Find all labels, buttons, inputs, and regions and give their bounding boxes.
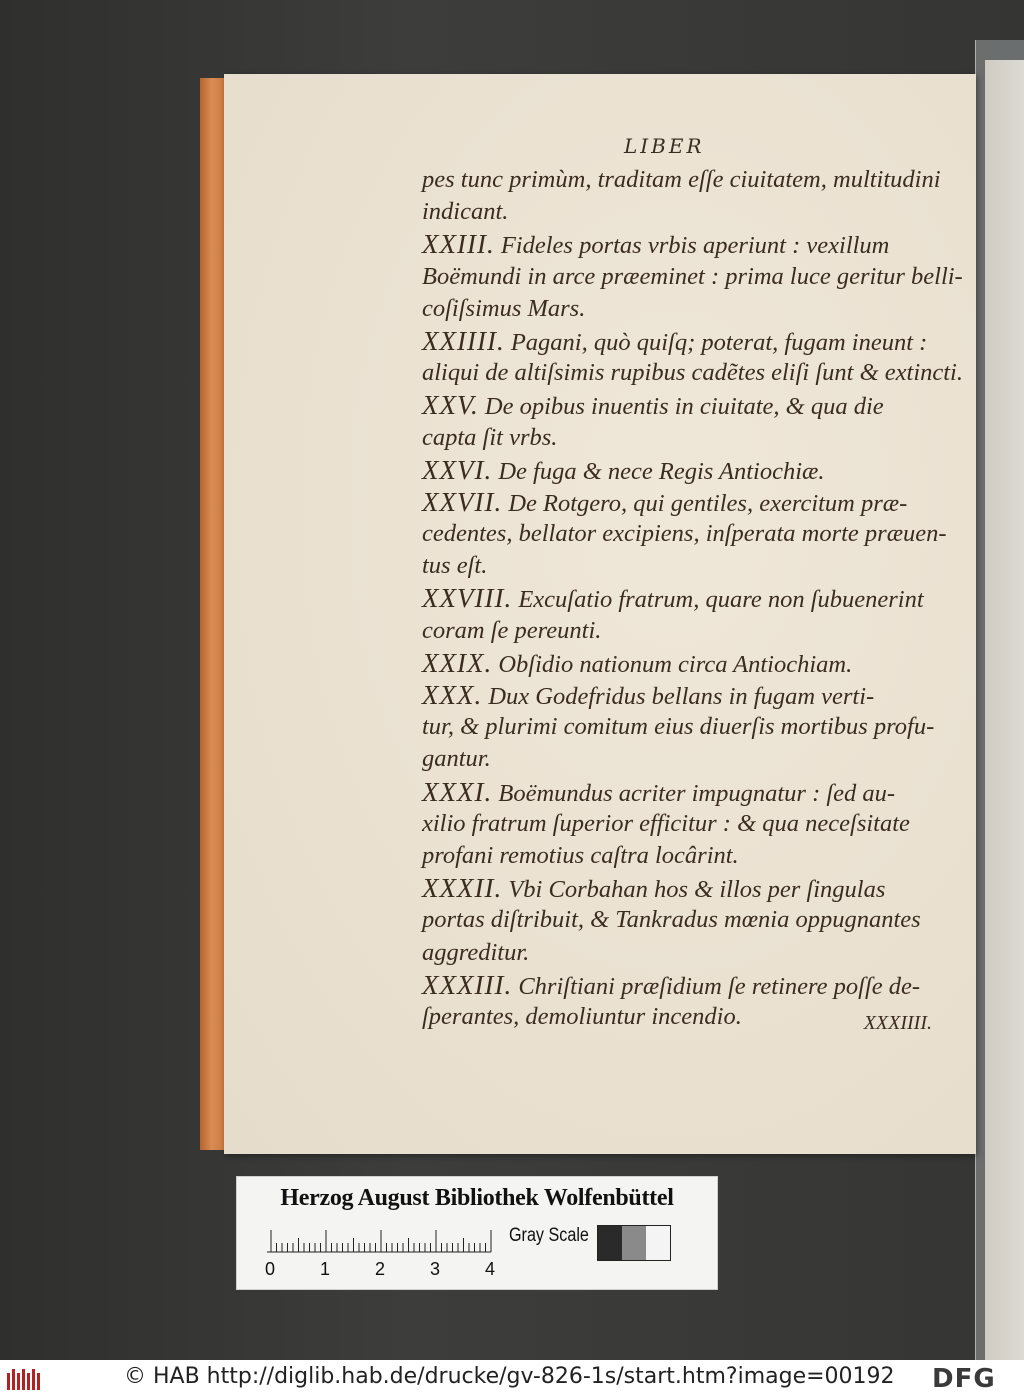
line-text: tus eſt. <box>422 552 488 580</box>
ruler-label: 4 <box>485 1259 496 1279</box>
line-text: portas diſtribuit, & Tankradus mœnia oppugnantes <box>422 906 921 934</box>
line-text: coram ſe pereunti. <box>422 616 602 644</box>
running-head: LIBER <box>624 134 705 158</box>
text-line <box>422 615 962 647</box>
line-text: De opibus inuentis in ciuitate, & qua die <box>484 393 884 421</box>
book-page <box>224 74 976 1154</box>
color-target-card <box>236 1176 718 1290</box>
ruler-label: 2 <box>375 1259 386 1279</box>
chapter-number: XXIII. <box>422 229 495 260</box>
chapter-entry-line <box>422 389 962 421</box>
line-text: Excuſatio fratrum, quare non ſubuenerint <box>518 586 924 614</box>
footer-bar <box>0 1360 1024 1398</box>
catchword: XXXIIII. <box>863 1012 932 1034</box>
line-text: gantur. <box>422 745 491 773</box>
gray-patch <box>598 1226 622 1260</box>
chapter-number: XXXII. <box>422 873 503 904</box>
chapter-number: XXVI. <box>422 454 493 485</box>
chapter-number: XXVIII. <box>422 583 513 614</box>
chapter-number: XXV. <box>422 390 479 421</box>
text-line <box>422 904 962 936</box>
hab-logo-icon <box>6 1367 44 1391</box>
line-text: Pagani, quò quiſq; poterat, fugam ineunt : <box>510 328 928 356</box>
line-text: aliqui de altiſsimis rupibus cadẽtes eliſi ſunt & extincti. <box>422 359 963 387</box>
line-text: Boëmundus acriter impugnatur : ſed au- <box>498 779 896 807</box>
text-line <box>422 518 962 550</box>
line-text: indicant. <box>422 198 509 226</box>
chapter-entry-line <box>422 325 962 357</box>
line-text: Fideles portas vrbis aperiunt : vexillum <box>500 232 890 260</box>
line-text: pes tunc primùm, traditam eſſe ciuitatem, multitudini <box>422 166 941 193</box>
footer-source-link[interactable]: © HAB http://diglib.hab.de/drucke/gv-826-1s/start.htm?image=00192 <box>124 1364 895 1389</box>
text-line <box>422 743 962 775</box>
chapter-entry-line <box>422 647 962 679</box>
chapter-entry-line <box>422 486 962 518</box>
line-text: aggreditur. <box>422 938 530 966</box>
chapter-number: XXIX. <box>422 647 493 678</box>
ruler-label: 0 <box>265 1259 276 1279</box>
text-line <box>422 357 962 389</box>
text-line <box>422 550 962 582</box>
text-line <box>422 261 962 293</box>
chapter-number: XXX. <box>422 680 483 710</box>
text-line <box>422 293 962 325</box>
chapter-number: XXXIII. <box>422 969 513 1000</box>
ruler-labels <box>261 1259 521 1281</box>
line-text: cedentes, bellator excipiens, inſperata morte præuen- <box>422 520 947 548</box>
card-title: Herzog August Bibliothek Wolfenbüttel <box>280 1185 674 1211</box>
ruler-scale <box>267 1223 497 1253</box>
text-line <box>422 808 962 840</box>
text-line <box>422 840 962 872</box>
chapter-entry-line <box>422 228 962 260</box>
line-text: profani remotius caſtra locârint. <box>422 841 739 869</box>
line-text: De fuga & nece Regis Antiochiæ. <box>498 457 825 485</box>
chapter-number: XXXI. <box>422 776 493 807</box>
text-block <box>422 164 962 1033</box>
gray-scale-patches <box>597 1225 671 1261</box>
gray-patch <box>622 1226 646 1260</box>
line-text: Vbi Corbahan hos & illos per ſingulas <box>508 876 886 904</box>
dfg-logo: DFG <box>932 1364 996 1394</box>
line-text: Obſidio nationum circa Antiochiam. <box>498 650 853 678</box>
line-text: tur, & plurimi comitum eius diuerſis mortibus profu- <box>422 713 935 741</box>
book-fore-edge <box>200 78 226 1150</box>
text-line <box>422 164 962 196</box>
line-text: ſperantes, demoliuntur incendio. <box>422 1002 742 1030</box>
ruler-label: 3 <box>430 1259 441 1279</box>
chapter-number: XXVII. <box>422 486 503 517</box>
line-text: xilio fratrum ſuperior efficitur : & qua neceſsitate <box>422 809 910 837</box>
text-line <box>422 196 962 228</box>
gray-scale-label: Gray Scale <box>509 1225 589 1246</box>
text-line <box>422 711 962 743</box>
text-line <box>422 422 962 454</box>
chapter-entry-line <box>422 872 962 904</box>
chapter-entry-line <box>422 969 962 1001</box>
chapter-number: XXIIII. <box>422 325 505 356</box>
chapter-entry-line <box>422 582 962 614</box>
plastic-sleeve <box>975 40 1024 1360</box>
line-text: coſiſsimus Mars. <box>422 294 586 322</box>
line-text: Dux Godefridus bellans in fugam verti- <box>488 683 875 710</box>
ruler-label: 1 <box>320 1259 331 1279</box>
line-text: Boëmundi in arce præeminet : prima luce geritur belli- <box>422 262 963 290</box>
line-text: Chriſtiani præſidium ſe retinere poſſe de- <box>518 972 921 1000</box>
chapter-entry-line <box>422 679 962 711</box>
chapter-entry-line <box>422 776 962 808</box>
text-line <box>422 937 962 969</box>
line-text: De Rotgero, qui gentiles, exercitum præ- <box>508 489 908 517</box>
chapter-entry-line <box>422 454 962 486</box>
line-text: capta ſit vrbs. <box>422 423 558 451</box>
gray-patch <box>646 1226 670 1260</box>
